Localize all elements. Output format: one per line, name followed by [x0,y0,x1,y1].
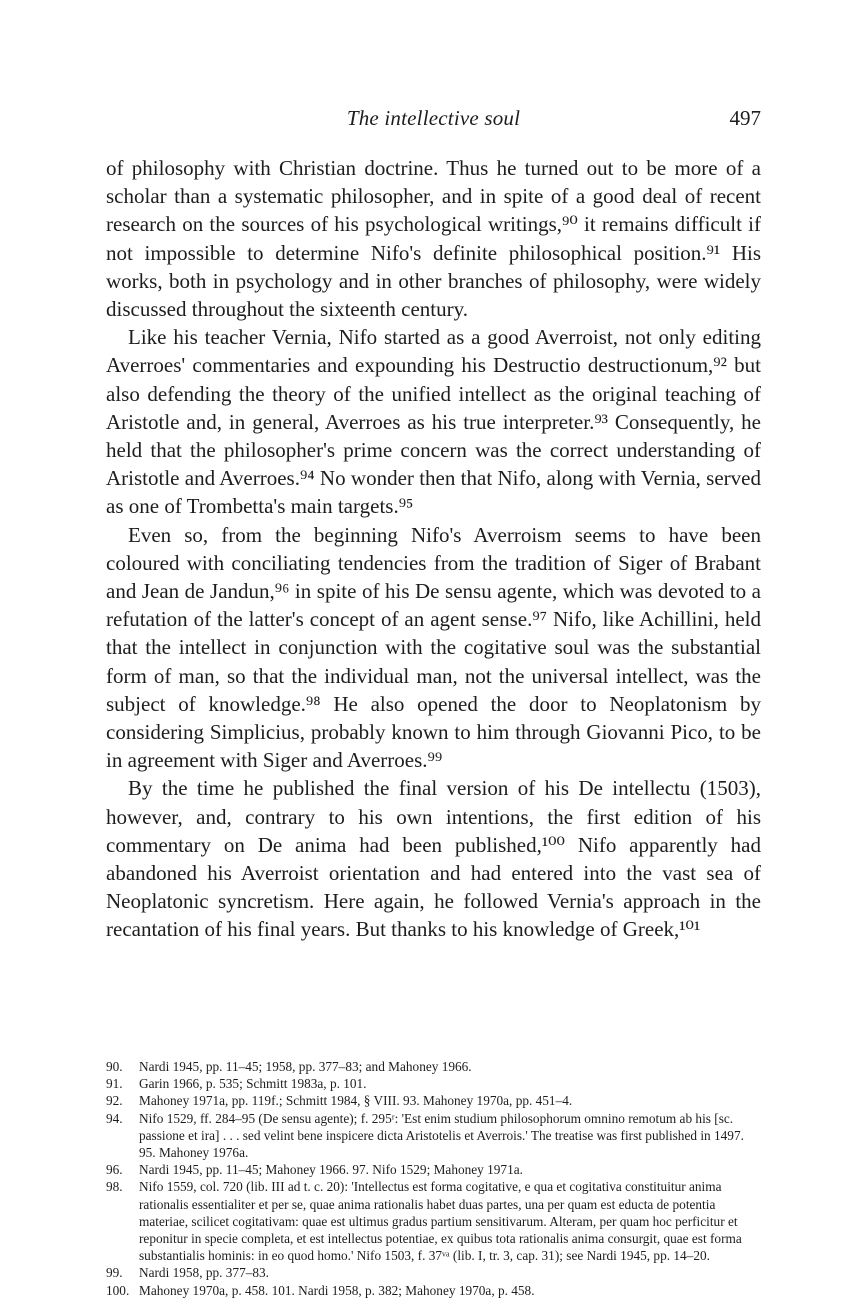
footnote-number: 96. [106,1162,123,1178]
footnote-text: Nardi 1945, pp. 11–45; Mahoney 1966. 97. Nifo 1529; Mahoney 1971a. [139,1162,523,1178]
footnote-number: 92. [106,1093,123,1109]
paragraph: of philosophy with Christian doctrine. Thus he turned out to be more of a scholar than a systematic philosopher, and in spite of a good deal of recent research on the sources of his psychological writings,⁹⁰ it remains difficult if not impossible to determine Nifo's definite philosophical position.⁹¹ His works, both in psychology and in other branches of philosophy, were widely discussed throughout the sixteenth century. [106,156,761,322]
footnote-text: Nifo 1529, ff. 284–95 (De sensu agente); f. 295ʳ: 'Est enim studium philosophorum omnino remotum ab his [sc. passione et ira] . . . sed velint bene inspicere dicta Aristotelis et Averrois.' The treatise was first published in 1497. 95. Mahoney 1976a. [139,1110,744,1161]
footnote [106,1092,761,1109]
footnote [106,1058,761,1075]
paragraph: By the time he published the final version of his De intellectu (1503), however, and, contrary to his own intentions, the first edition of his commentary on De anima had been published,¹⁰⁰ Nifo apparently had abandoned his Averroist orientation and had entered into the vast sea of Neoplatonic syncretism. Here again, he followed Vernia's approach in the recantation of his final years. But thanks to his knowledge of Greek,¹⁰¹ [106,776,761,942]
paragraph: Even so, from the beginning Nifo's Averroism seems to have been coloured with conciliating tendencies from the tradition of Siger of Brabant and Jean de Jandun,⁹⁶ in spite of his De sensu agente, which was devoted to a refutation of the latter's concept of an agent sense.⁹⁷ Nifo, like Achillini, held that the intellect in conjunction with the cogitative soul was the substantial form of man, so that the individual man, not the universal intellect, was the subject of knowledge.⁹⁸ He also opened the door to Neoplatonism by considering Simplicius, probably known to him through Giovanni Pico, to be in agreement with Siger and Averroes.⁹⁹ [106,522,761,773]
main-text [106,154,761,944]
footnote-text: Mahoney 1970a, p. 458. 101. Nardi 1958, p. 382; Mahoney 1970a, p. 458. [139,1282,535,1298]
page-header [106,106,761,136]
footnote-text: Nardi 1945, pp. 11–45; 1958, pp. 377–83; and Mahoney 1966. [139,1059,472,1074]
footnote-text: Garin 1966, p. 535; Schmitt 1983a, p. 101. [139,1076,367,1092]
footnote-number: 90. [106,1059,123,1074]
footnote-text: Nardi 1958, pp. 377–83. [139,1265,270,1281]
footnotes [106,1058,761,1299]
paragraph: Like his teacher Vernia, Nifo started as a good Averroist, not only editing Averroes' commentaries and expounding his Destructio destructionum,⁹² but also defending the theory of the unified intellect as the original teaching of Aristotle and, in general, Averroes as his true interpreter.⁹³ Consequently, he held that the philosopher's prime concern was the correct understanding of Aristotle and Averroes.⁹⁴ No wonder then that Nifo, along with Vernia, served as one of Trombetta's main targets.⁹⁵ [106,325,761,519]
page-number: 497 [729,106,761,130]
footnote-number: 100. [106,1282,130,1298]
footnote-number: 99. [106,1265,123,1281]
footnote [106,1282,761,1299]
footnote-number: 91. [106,1076,123,1092]
footnote [106,1178,761,1264]
footnote-number: 98. [106,1179,123,1195]
footnote [106,1110,761,1162]
footnote-number: 94. [106,1110,123,1126]
footnote [106,1161,761,1178]
footnote [106,1264,761,1281]
footnote [106,1075,761,1092]
footnote-text: Mahoney 1971a, pp. 119f.; Schmitt 1984, § VIII. 93. Mahoney 1970a, pp. 451–4. [139,1093,573,1109]
running-title: The intellective soul [346,106,521,130]
footnote-text: Nifo 1559, col. 720 (lib. III ad t. c. 20): 'Intellectus est forma cogitative, e qua et cogitativa constituitur anima rationalis essentialiter et per se, quae anima rationalis habet duas partes, una per quam est educta de potentia materiae, scilicet cogitativam: quae est ultimus gradus partium sensitivarum. Alteram, per quam hoc perficitur et reponitur in specie completa, et est intellectus potentiae, ex quibus tota rationalis anima consurgit, quae est forma substantialis hominis: in eo quod homo.' Nifo 1503, f. 37ᵛᵃ (lib. I, tr. 3, cap. 31); see Nardi 1945, pp. 14–20. [139,1179,742,1264]
